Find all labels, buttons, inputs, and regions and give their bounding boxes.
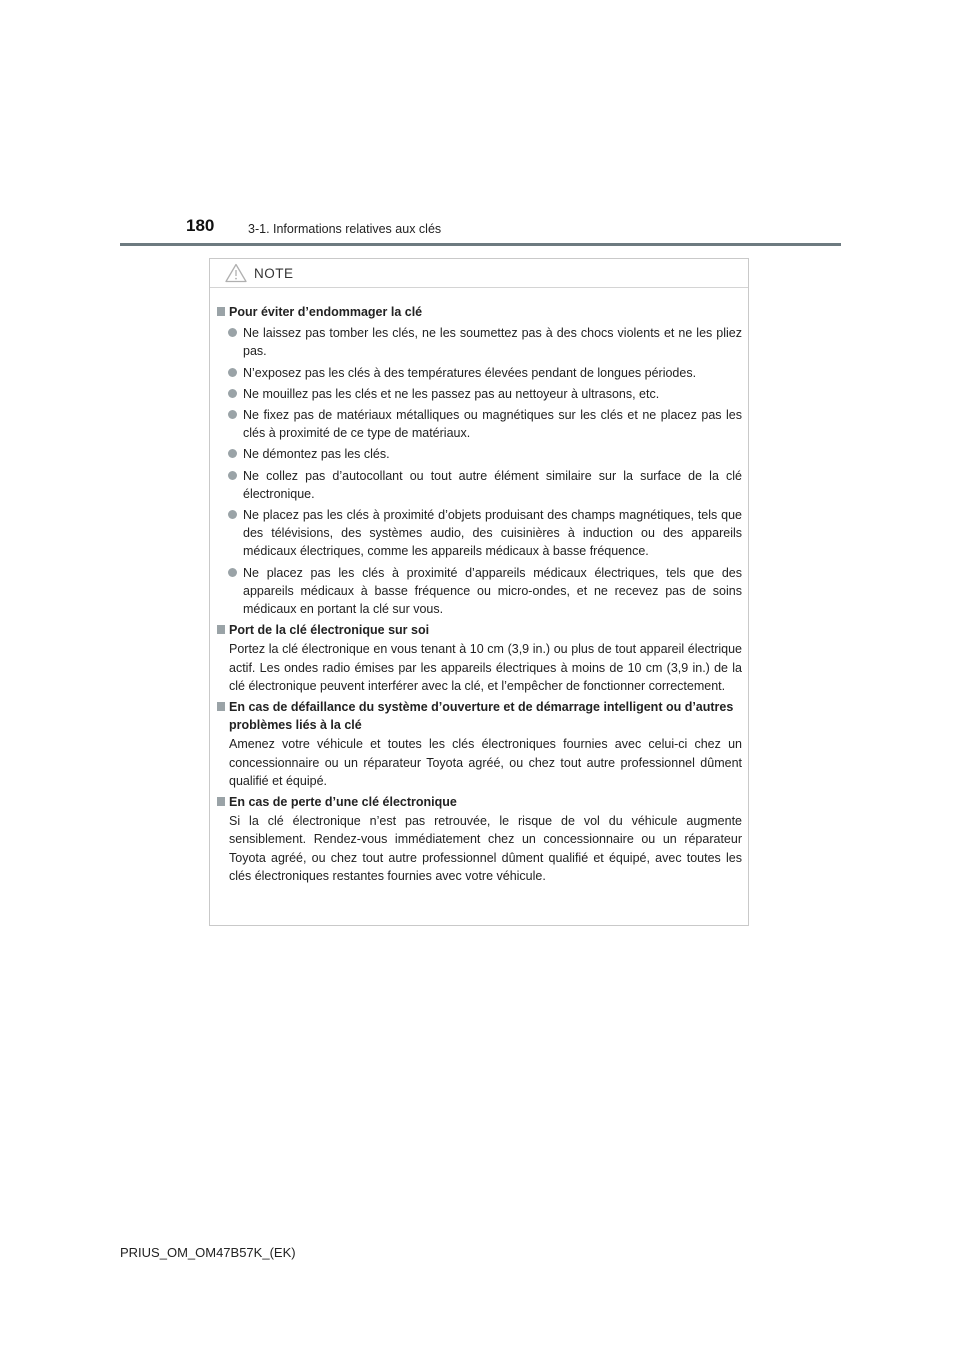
page-number: 180 bbox=[186, 216, 215, 235]
section-paragraph: Si la clé électronique n’est pas retrouvée, le risque de vol du véhicule augmente sensiblement. Rendez-vous immédiatement chez un concessionnaire ou un réparateur Toyota agréé, ou chez tout autre professionnel dûment qualifié et équipé, avec toutes les clés électroniques restantes fournies avec votre véhicule. bbox=[229, 814, 742, 883]
note-header bbox=[210, 259, 748, 288]
list-item bbox=[217, 564, 742, 619]
list-item bbox=[217, 385, 742, 403]
section-heading-loss bbox=[217, 793, 742, 811]
round-bullet-icon bbox=[228, 328, 237, 337]
note-body bbox=[210, 288, 748, 885]
round-bullet-icon bbox=[228, 568, 237, 577]
section-paragraph: Amenez votre véhicule et toutes les clés électroniques fournies avec celui-ci chez un concessionnaire ou un réparateur Toyota agréé, ou chez tout autre professionnel dûment qualifié et équipé. bbox=[229, 737, 742, 788]
warning-triangle-icon bbox=[225, 263, 247, 283]
section-heading-damage bbox=[217, 303, 742, 321]
section-heading-carry bbox=[217, 621, 742, 639]
round-bullet-icon bbox=[228, 410, 237, 419]
list-item bbox=[217, 467, 742, 503]
round-bullet-icon bbox=[228, 510, 237, 519]
section-heading-text: En cas de perte d’une clé électronique bbox=[229, 795, 457, 810]
square-bullet-icon bbox=[217, 625, 225, 634]
round-bullet-icon bbox=[228, 471, 237, 480]
header-rule bbox=[120, 243, 841, 246]
list-item bbox=[217, 506, 742, 561]
section-heading-text: En cas de défaillance du système d’ouverture et de démarrage intelligent ou d’autres problèmes liés à la clé bbox=[229, 700, 734, 733]
section-paragraph: Portez la clé électronique en vous tenant à 10 cm (3,9 in.) ou plus de tout appareil électrique actif. Les ondes radio émises par les appareils électriques à moins de 10 cm (3,9 in.) de la clé électronique peuvent interférer avec la clé, et l’empêcher de fonctionner correctement. bbox=[229, 642, 742, 693]
note-label: NOTE bbox=[254, 266, 294, 281]
square-bullet-icon bbox=[217, 702, 225, 711]
list-item-text: Ne laissez pas tomber les clés, ne les soumettez pas à des chocs violents et ne les pliez pas. bbox=[243, 326, 742, 359]
list-item bbox=[217, 364, 742, 382]
list-item-text: Ne mouillez pas les clés et ne les passez pas au nettoyeur à ultrasons, etc. bbox=[243, 386, 660, 401]
list-item-text: Ne placez pas les clés à proximité d’appareils médicaux électriques, tels que des appareils médicaux à basse fréquence ou micro-ondes, et ne recevez pas de soins médicaux en portant la clé sur vous. bbox=[243, 565, 742, 617]
section-heading-text: Port de la clé électronique sur soi bbox=[229, 623, 430, 638]
list-item-text: N’exposez pas les clés à des températures élevées pendant de longues périodes. bbox=[243, 365, 697, 380]
list-item bbox=[217, 324, 742, 360]
section-title: 3-1. Informations relatives aux clés bbox=[248, 222, 442, 236]
section-heading-text: Pour éviter d’endommager la clé bbox=[229, 305, 423, 319]
list-item bbox=[217, 406, 742, 442]
list-item-text: Ne fixez pas de matériaux métalliques ou magnétiques sur les clés et ne placez pas les clés à proximité de ce type de matériaux. bbox=[243, 408, 742, 441]
list-item-text: Ne démontez pas les clés. bbox=[243, 447, 390, 462]
round-bullet-icon bbox=[228, 368, 237, 377]
square-bullet-icon bbox=[217, 307, 225, 316]
note-box bbox=[209, 258, 749, 926]
section-heading-failure bbox=[217, 698, 742, 734]
list-item-text: Ne collez pas d’autocollant ou tout autre élément similaire sur la surface de la clé électronique. bbox=[243, 468, 742, 501]
document-code: PRIUS_OM_OM47B57K_(EK) bbox=[120, 1245, 296, 1260]
list-item bbox=[217, 445, 742, 463]
round-bullet-icon bbox=[228, 449, 237, 458]
round-bullet-icon bbox=[228, 389, 237, 398]
list-item-text: Ne placez pas les clés à proximité d’objets produisant des champs magnétiques, tels que des télévisions, des systèmes audio, des cuisinières à induction ou des appareils médicaux électriques, comme les appareils médicaux à basse fréquence. bbox=[243, 508, 742, 559]
square-bullet-icon bbox=[217, 797, 225, 806]
